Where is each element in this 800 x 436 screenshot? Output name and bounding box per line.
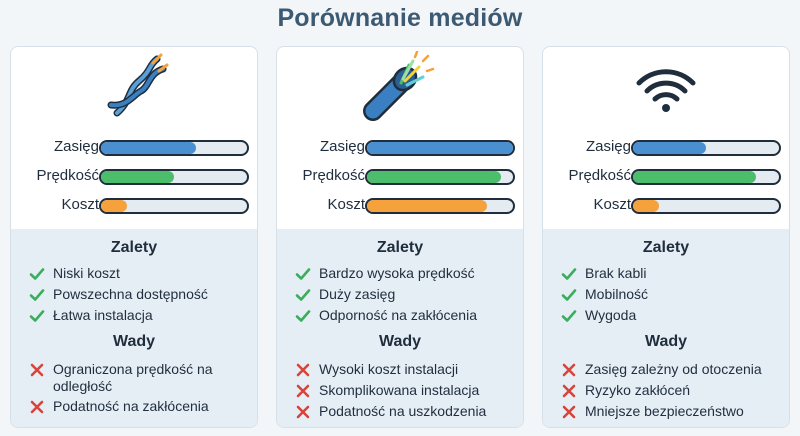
check-icon (29, 266, 45, 282)
check-icon (295, 287, 311, 303)
metric-cost (11, 197, 258, 215)
metric-label: Prędkość (568, 167, 631, 184)
card-twisted-pair (10, 46, 258, 428)
con-item: Zasięg zależny od otoczenia (561, 361, 785, 378)
metric-label: Zasięg (53, 138, 99, 155)
pros-title: Zalety (376, 239, 424, 256)
pros-title: Zalety (642, 239, 690, 256)
metric-bar-track (99, 140, 249, 156)
cross-icon (29, 362, 45, 378)
con-item: Ograniczona prędkość na odległość (29, 361, 253, 395)
cons-title: Wady (378, 333, 422, 350)
metric-bar-fill (101, 200, 127, 212)
pros-cons-panel (543, 229, 789, 427)
metric-speed (277, 168, 524, 186)
cross-icon (29, 399, 45, 415)
metric-bar-track (99, 169, 249, 185)
check-icon (29, 308, 45, 324)
cross-icon (295, 404, 311, 420)
cross-icon (561, 362, 577, 378)
fiber-optic-cable-icon (277, 51, 523, 125)
metric-speed (543, 168, 790, 186)
cross-icon (561, 383, 577, 399)
metric-range (277, 139, 524, 157)
con-item: Podatność na uszkodzenia (295, 403, 519, 420)
metric-bar-track (365, 169, 515, 185)
cross-icon (561, 404, 577, 420)
metric-label: Prędkość (36, 167, 99, 184)
metric-range (543, 139, 790, 157)
cross-icon (295, 383, 311, 399)
check-icon (561, 308, 577, 324)
metric-bar-fill (101, 171, 174, 183)
cons-title: Wady (644, 333, 688, 350)
pro-item: Odporność na zakłócenia (295, 307, 519, 324)
con-item: Ryzyko zakłóceń (561, 382, 785, 399)
metric-bar-track (365, 140, 515, 156)
cross-icon (295, 362, 311, 378)
metric-label: Prędkość (302, 167, 365, 184)
check-icon (29, 287, 45, 303)
pro-item: Łatwa instalacja (29, 307, 253, 324)
metric-speed (11, 168, 258, 186)
metric-label: Koszt (61, 196, 99, 213)
pros-title: Zalety (110, 239, 158, 256)
pros-cons-panel (277, 229, 523, 427)
metric-label: Koszt (593, 196, 631, 213)
con-item: Podatność na zakłócenia (29, 398, 253, 415)
metric-bar-fill (633, 142, 706, 154)
pro-item: Wygoda (561, 307, 785, 324)
pro-item: Mobilność (561, 286, 785, 303)
con-item: Mniejsze bezpieczeństwo (561, 403, 785, 420)
page-title: Porównanie mediów (277, 4, 523, 32)
metric-label: Zasięg (585, 138, 631, 155)
card-wifi (542, 46, 790, 428)
metric-bar-fill (633, 171, 756, 183)
metric-label: Koszt (327, 196, 365, 213)
metric-label: Zasięg (319, 138, 365, 155)
metric-bar-track (365, 198, 515, 214)
metric-cost (277, 197, 524, 215)
metric-bar-track (631, 140, 781, 156)
comparison-cards (10, 46, 790, 428)
metric-cost (543, 197, 790, 215)
metric-bar-fill (633, 200, 659, 212)
metric-bar-fill (367, 200, 487, 212)
con-item: Skomplikowana instalacja (295, 382, 519, 399)
cons-title: Wady (112, 333, 156, 350)
metric-bar-track (99, 198, 249, 214)
card-fiber-optic (276, 46, 524, 428)
pro-item: Bardzo wysoka prędkość (295, 265, 519, 282)
check-icon (561, 266, 577, 282)
wifi-icon (543, 51, 789, 125)
pros-cons-panel (11, 229, 257, 427)
metric-range (11, 139, 258, 157)
check-icon (295, 266, 311, 282)
twisted-pair-cable-icon (11, 51, 257, 125)
pro-item: Duży zasięg (295, 286, 519, 303)
metric-bar-fill (101, 142, 196, 154)
con-item: Wysoki koszt instalacji (295, 361, 519, 378)
pro-item: Brak kabli (561, 265, 785, 282)
check-icon (561, 287, 577, 303)
metric-bar-fill (367, 142, 513, 154)
metric-bar-track (631, 169, 781, 185)
pro-item: Powszechna dostępność (29, 286, 253, 303)
check-icon (295, 308, 311, 324)
pro-item: Niski koszt (29, 265, 253, 282)
metric-bar-fill (367, 171, 501, 183)
metric-bar-track (631, 198, 781, 214)
